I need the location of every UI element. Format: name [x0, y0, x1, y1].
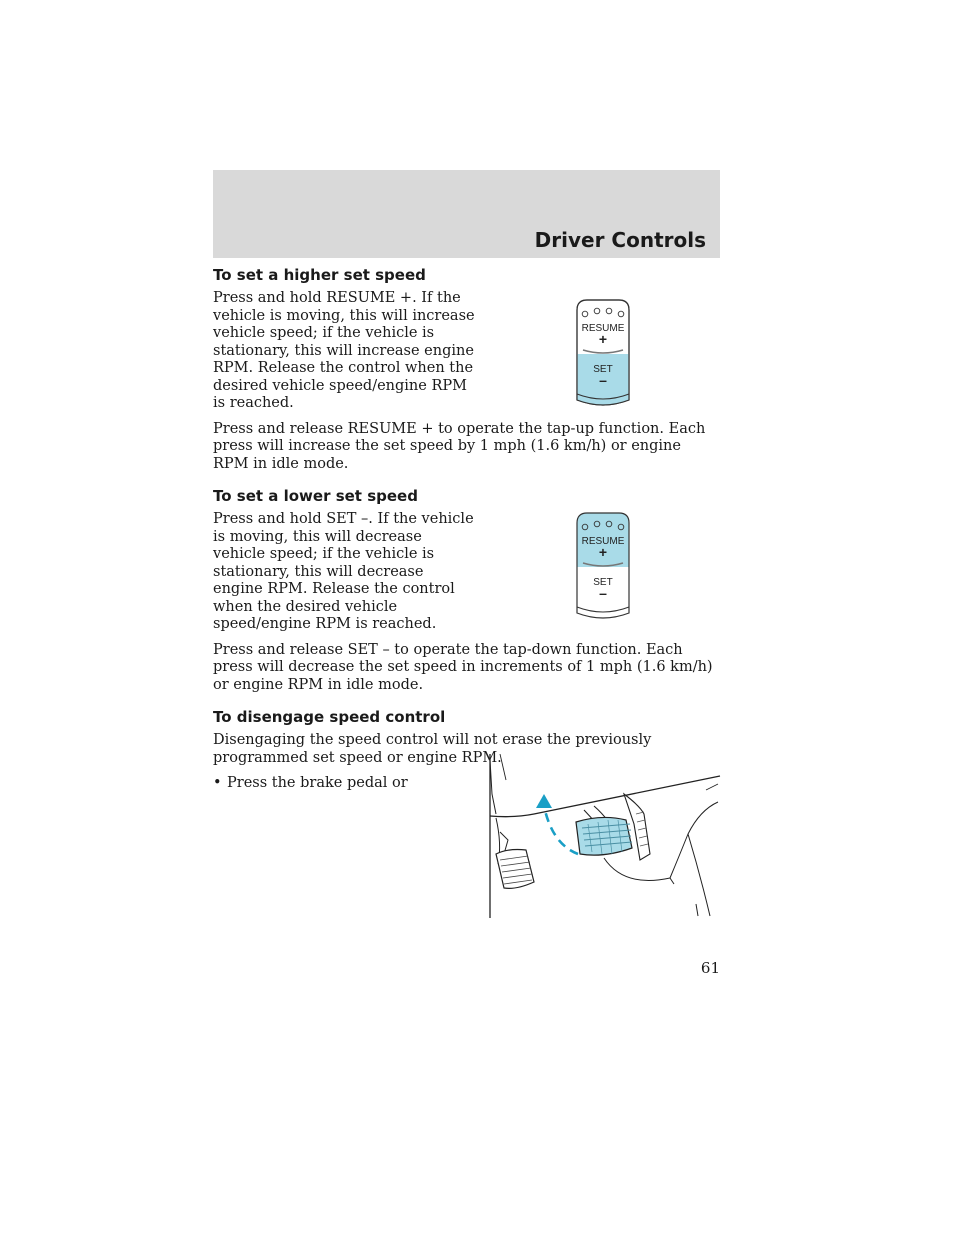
paragraph: Press and hold RESUME +. If the vehicle is moving, this will increase vehicle speed; if the vehicle is stationary, this will increase engine RPM. Release the control when the desired vehicle speed/engine RPM is reached. [213, 290, 475, 411]
bullet-text: Press the brake pedal or [227, 775, 408, 791]
set-label: SET [593, 577, 613, 588]
paragraph: Press and release RESUME + to operate the tap-up function. Each press will increase the set speed by 1 mph (1.6 km/h) or engine RPM in idle mode. [213, 420, 706, 472]
brake-pedal-illustration [474, 754, 724, 920]
plus-label: + [598, 544, 608, 560]
resume-label: RESUME [581, 536, 625, 547]
bullet-icon: • [213, 775, 222, 791]
minus-label: – [599, 585, 607, 601]
section-higher-speed [213, 266, 720, 473]
page-number: 61 [700, 959, 720, 977]
section-title: Driver Controls [534, 228, 706, 252]
paragraph: Press and hold SET –. If the vehicle is moving, this will decrease vehicle speed; if the vehicle is stationary, this will decrease engine RPM. Release the control when the desired vehicle speed/engine RPM is reached. [213, 511, 474, 632]
section-heading: To set a higher set speed [213, 266, 426, 284]
plus-label: + [598, 331, 608, 347]
page-content [213, 266, 720, 793]
section-heading: To disengage speed control [213, 708, 446, 726]
section-heading: To set a lower set speed [213, 487, 418, 505]
resume-label: RESUME [581, 323, 625, 334]
set-label: SET [593, 364, 613, 375]
paragraph: Disengaging the speed control will not erase the previously programmed set speed or engine RPM. [213, 732, 652, 766]
section-lower-speed [213, 487, 720, 694]
minus-label: – [599, 372, 607, 388]
set-switch-illustration [573, 509, 633, 621]
resume-switch-illustration [573, 296, 633, 408]
header-band [213, 170, 720, 258]
paragraph: Press and release SET – to operate the tap-down function. Each press will decrease the set speed in increments of 1 mph (1.6 km/h) or engine RPM in idle mode. [213, 641, 713, 693]
